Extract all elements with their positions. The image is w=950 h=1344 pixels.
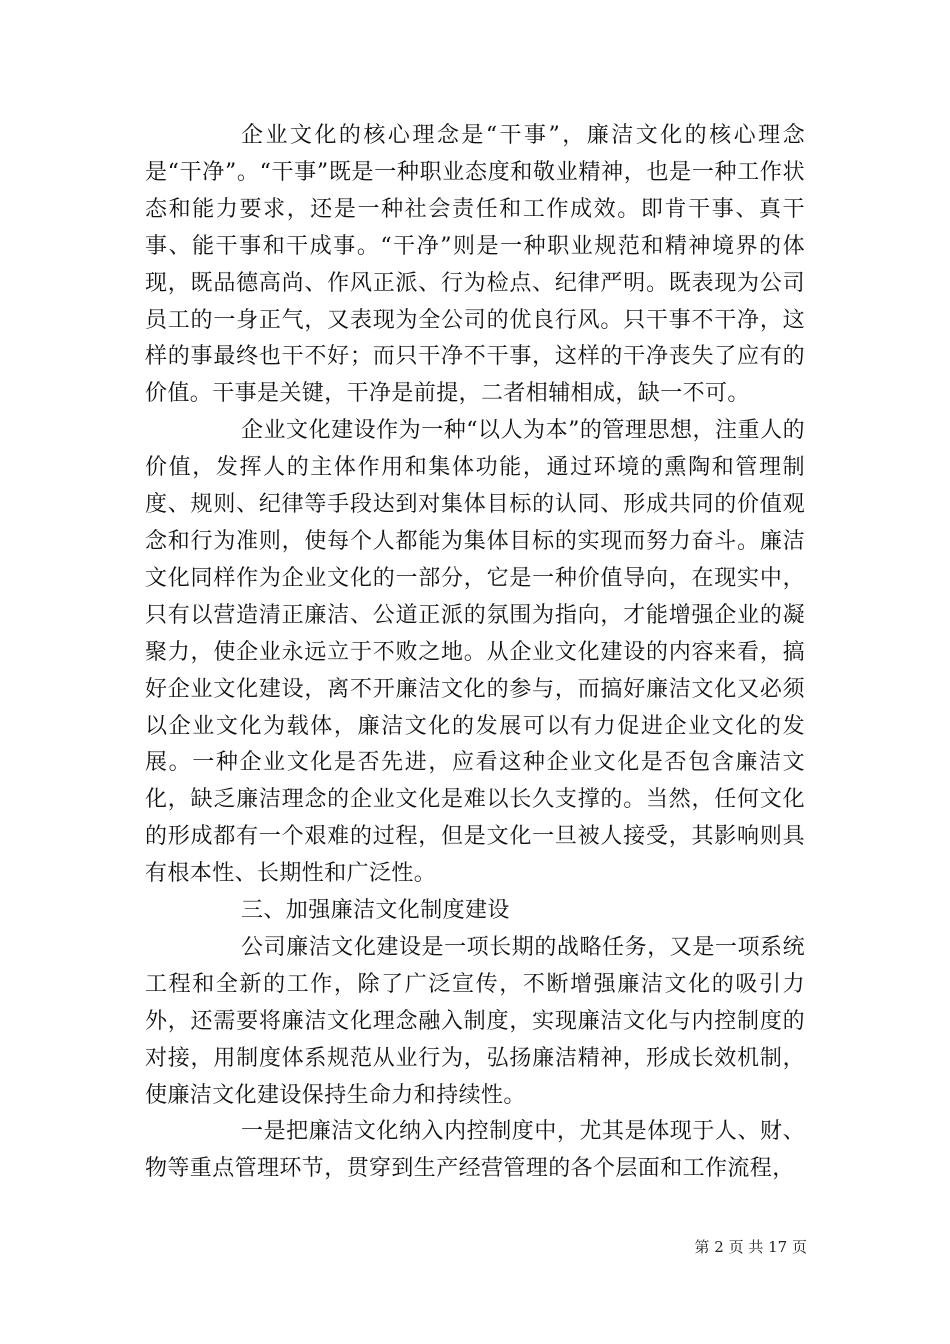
page-number-footer: 第 2 页 共 17 页 xyxy=(694,1238,807,1256)
paragraph-culture-building: 企业文化建设作为一种“以人为本”的管理思想，注重人的价值，发挥人的主体作用和集体功能，通过环境的熏陶和管理制度、规则、纪律等手段达到对集体目标的认同、形成共同的价值观念和行为准则，使每个人都能为集体目标的实现而努力奋斗。廉洁文化同样作为企业文化的一部分，它是一种价值导向，在现实中，只有以营造清正廉洁、公道正派的氛围为指向，才能增强企业的凝聚力，使企业永远立于不败之地。从企业文化建设的内容来看，搞好企业文化建设，离不开廉洁文化的参与，而搞好廉洁文化又必须以企业文化为载体，廉洁文化的发展可以有力促进企业文化的发展。一种企业文化是否先进，应看这种企业文化是否包含廉洁文化，缺乏廉洁理念的企业文化是难以长久支撑的。当然，任何文化的形成都有一个艰难的过程，但是文化一旦被人接受，其影响则具有根本性、长期性和广泛性。 xyxy=(145,418,805,887)
document-body xyxy=(145,118,805,1188)
paragraph-system-building: 公司廉洁文化建设是一项长期的战略任务，又是一项系统工程和全新的工作，除了广泛宣传，不断增强廉洁文化的吸引力外，还需要将廉洁文化理念融入制度，实现廉洁文化与内控制度的对接，用制度体系规范从业行为，弘扬廉洁精神，形成长效机制，使廉洁文化建设保持生命力和持续性。 xyxy=(145,934,805,1108)
section-heading: 三、加强廉洁文化制度建设 xyxy=(241,898,510,924)
paragraph-core-concepts: 企业文化的核心理念是“干事”，廉洁文化的核心理念是“干净”。“干事”既是一种职业态度和敬业精神，也是一种工作状态和能力要求，还是一种社会责任和工作成效。即肯干事、真干事、能干事和干成事。“干净”则是一种职业规范和精神境界的体现，既品德高尚、作风正派、行为检点、纪律严明。既表现为公司员工的一身正气，又表现为全公司的优良行风。只干事不干净，这样的事最终也干不好；而只干净不干事，这样的干净丧失了应有的价值。干事是关键，干净是前提，二者相辅相成，缺一不可。 xyxy=(145,123,805,407)
paragraph-internal-control: 一是把廉洁文化纳入内控制度中，尤其是体现于人、财、物等重点管理环节，贯穿到生产经营管理的各个层面和工作流程， xyxy=(145,1119,805,1182)
